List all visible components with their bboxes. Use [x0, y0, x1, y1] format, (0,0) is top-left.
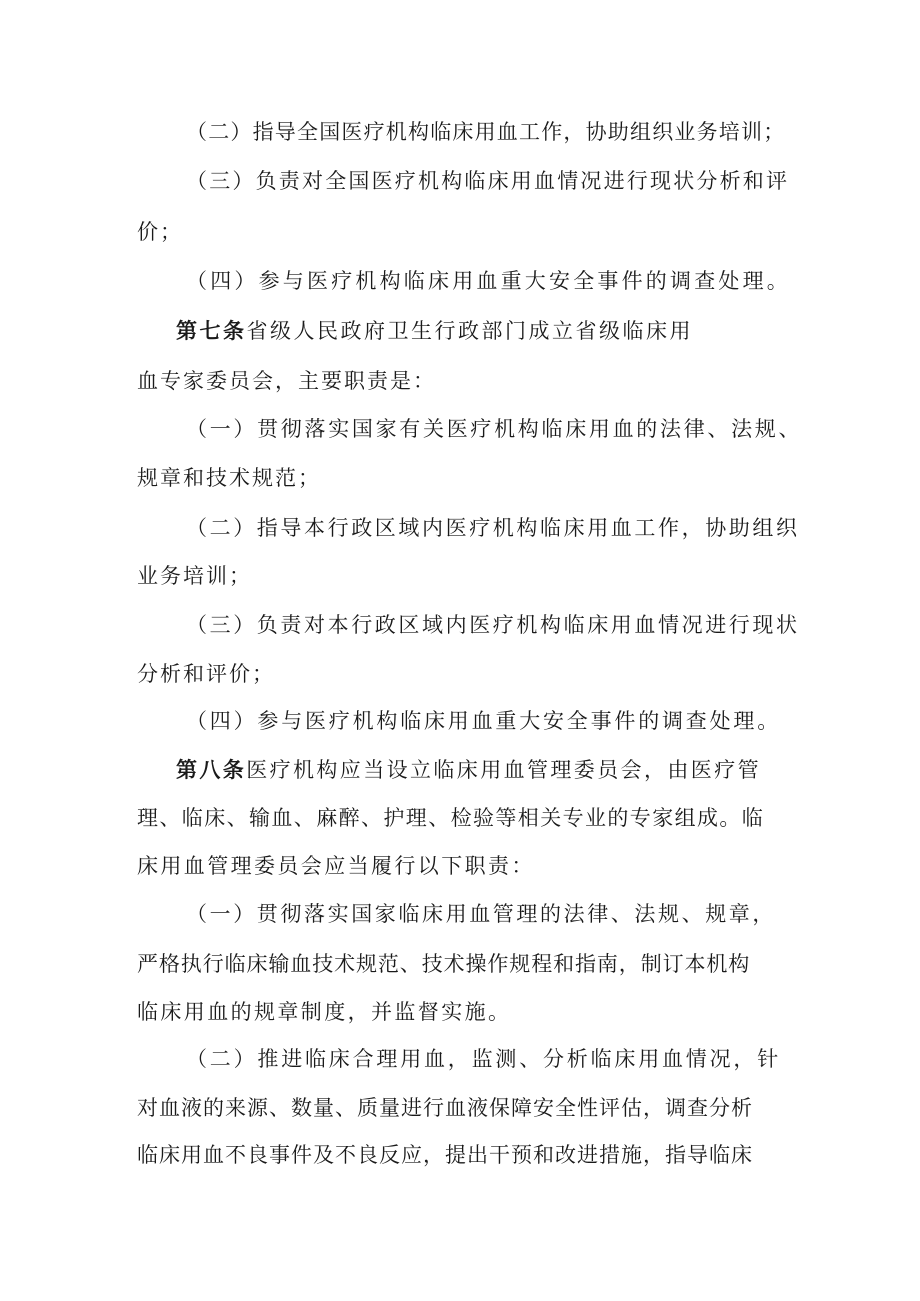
- text-line: 血专家委员会，主要职责是：: [137, 369, 436, 393]
- article-7-heading: 第七条: [176, 319, 247, 343]
- text-line: （四）参与医疗机构临床用血重大安全事件的调查处理。: [186, 709, 781, 733]
- text-line: 严格执行临床输血技术规范、技术操作规程和指南，制订本机构: [137, 952, 751, 976]
- text-line: （二）推进临床合理用血，监测、分析临床用血情况，针: [186, 1047, 781, 1071]
- text-line: （三）负责对本行政区域内医疗机构临床用血情况进行现状: [186, 613, 800, 637]
- text-line: 临床用血不良事件及不良反应，提出干预和改进措施，指导临床: [137, 1143, 753, 1167]
- text-line: （二）指导本行政区域内医疗机构临床用血工作，协助组织: [186, 516, 800, 540]
- text-line: 床用血管理委员会应当履行以下职责：: [137, 854, 535, 878]
- text-line: （四）参与医疗机构临床用血重大安全事件的调查处理。: [186, 269, 791, 293]
- text-line: 业务培训；: [137, 564, 252, 588]
- article-7-paragraph: [176, 316, 693, 346]
- text-line: 省级人民政府卫生行政部门成立省级临床用: [246, 319, 693, 343]
- text-line: （三）负责对全国医疗机构临床用血情况进行现状分析和评: [186, 169, 790, 193]
- text-line: （一）贯彻落实国家有关医疗机构临床用血的法律、法规、: [186, 417, 803, 441]
- text-line: 对血液的来源、数量、质量进行血液保障安全性评估，调查分析: [137, 1096, 753, 1120]
- text-line: （一）贯彻落实国家临床用血管理的法律、法规、规章，: [186, 902, 776, 926]
- text-line: （二）指导全国医疗机构临床用血工作，协助组织业务培训；: [186, 120, 786, 144]
- article-8-heading: 第八条: [176, 758, 247, 782]
- text-line: 价；: [137, 220, 183, 244]
- article-8-paragraph: [176, 755, 761, 785]
- text-line: 规章和技术规范；: [137, 466, 321, 490]
- text-line: 分析和评价；: [137, 662, 275, 686]
- text-line: 临床用血的规章制度，并监督实施。: [137, 1000, 512, 1024]
- text-line: 理、临床、输血、麻醉、护理、检验等相关专业的专家组成。临: [137, 806, 765, 830]
- text-line: 医疗机构应当设立临床用血管理委员会，由医疗管: [246, 758, 762, 782]
